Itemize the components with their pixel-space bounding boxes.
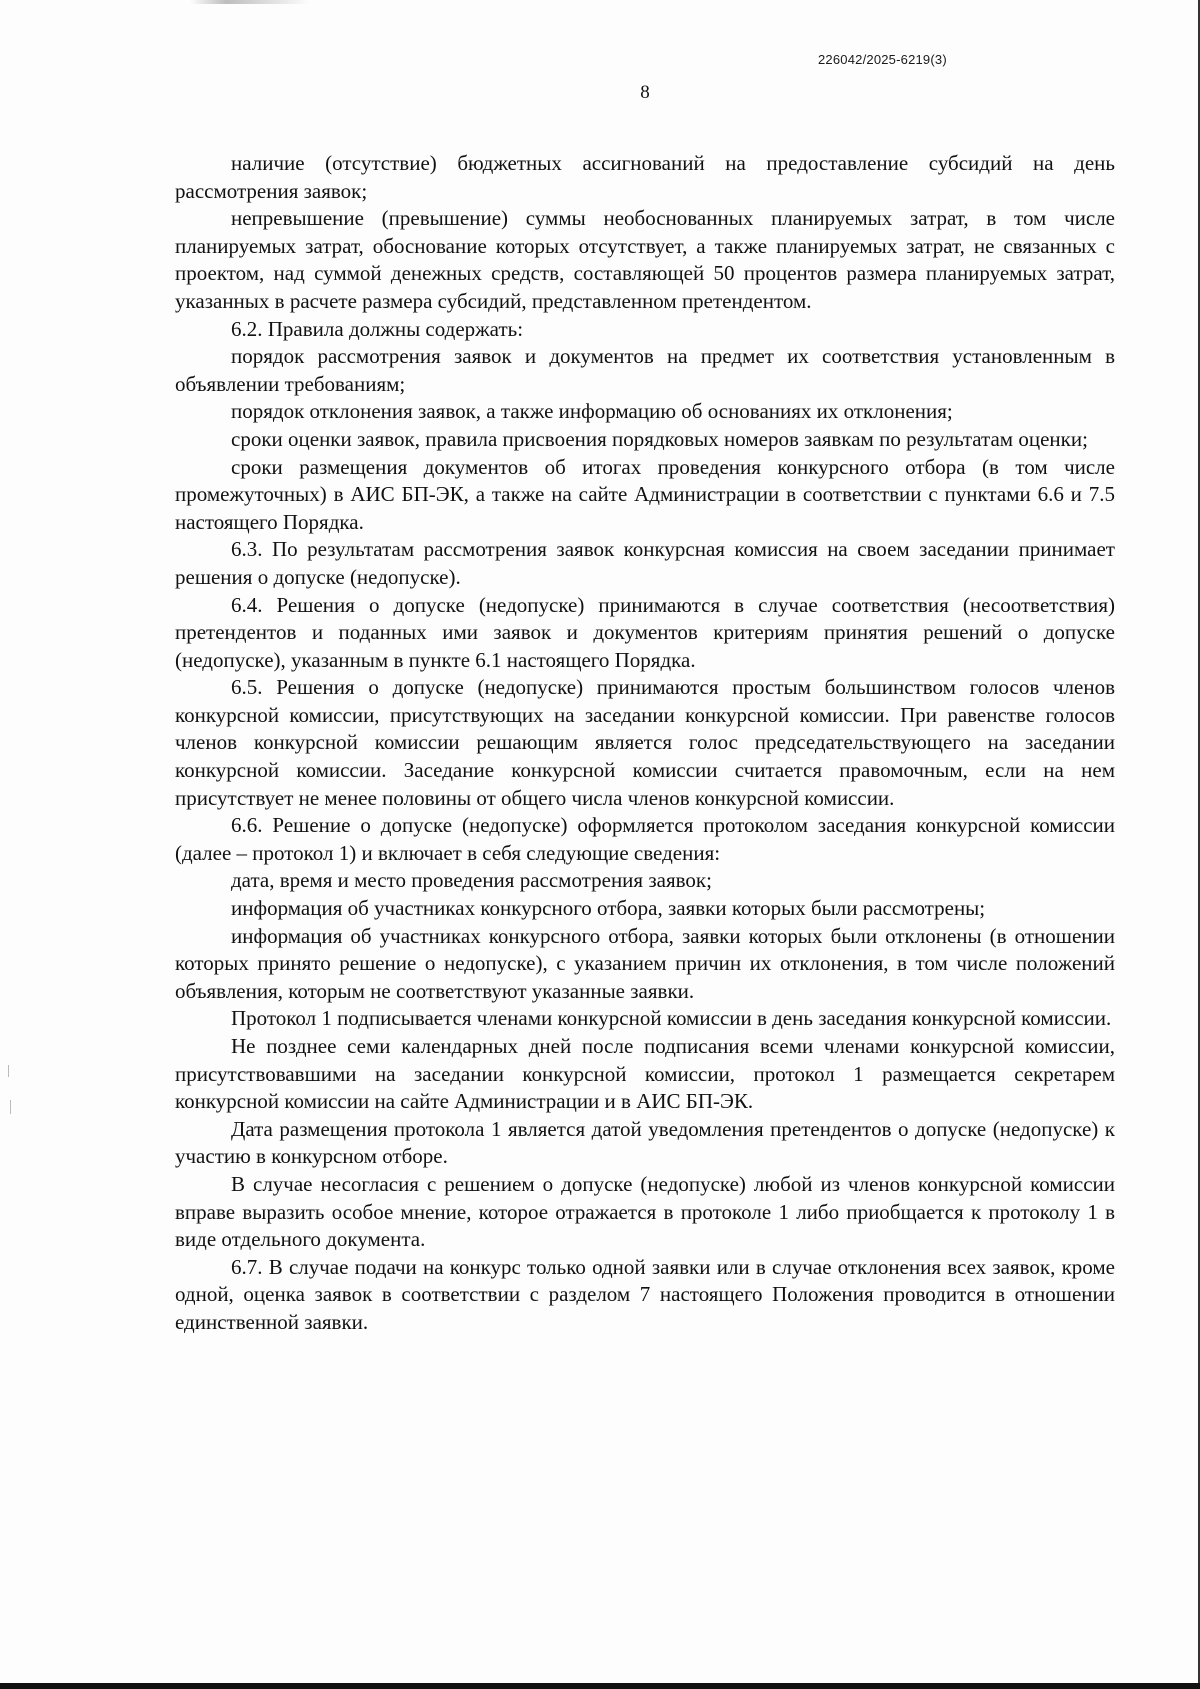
paragraph: В случае несогласия с решением о допуске (недопуске) любой из членов конкурсной комиссии вправе выразить особое мнение, которое отражается в протоколе 1 либо приобщается к протоколу 1 в виде отдельного документа. [175,1171,1115,1252]
paragraph: 6.7. В случае подачи на конкурс только одной заявки или в случае отклонения всех заявок, кроме одной, оценка заявок в соответствии с разделом 7 настоящего Положения проводится в отношении единственной заявки. [175,1254,1115,1334]
paragraph: порядок рассмотрения заявок и документов на предмет их соответствия установленным в объявлении требованиям; [175,344,1115,396]
scan-artifact [8,1065,9,1077]
scan-edge-bottom [0,1683,1200,1689]
paragraph: Не позднее семи календарных дней после подписания всеми членами конкурсной комиссии, присутствовавшими на заседании конкурсной комиссии, протокол 1 размещается секретарем конкурсной комиссии на сайте Администрации и в АИС БП-ЭК. [175,1034,1115,1114]
paragraph: сроки оценки заявок, правила присвоения порядковых номеров заявкам по результатам оценки; [231,426,1088,451]
paragraph: 6.2. Правила должны содержать: [231,316,524,341]
paragraph: информация об участниках конкурсного отбора, заявки которых были рассмотрены; [231,896,986,921]
paragraph: 6.6. Решение о допуске (недопуске) оформляется протоколом заседания конкурсной комиссии (далее – протокол 1) и включает в себя следующие сведения: [175,813,1115,865]
paragraph: наличие (отсутствие) бюджетных ассигнований на предоставление субсидий на день рассмотрения заявок; [175,151,1115,203]
scan-artifact [10,1100,11,1114]
page-number: 8 [640,82,650,103]
paragraph: Протокол 1 подписывается членами конкурсной комиссии в день заседания конкурсной комиссии. [231,1006,1112,1031]
paragraph: порядок отклонения заявок, а также информацию об основаниях их отклонения; [231,399,953,424]
paragraph: Дата размещения протокола 1 является датой уведомления претендентов о допуске (недопуске) к участию в конкурсном отборе. [175,1116,1115,1169]
paragraph: 6.3. По результатам рассмотрения заявок конкурсная комиссия на своем заседании принимает решения о допуске (недопуске). [175,537,1115,589]
paragraph: сроки размещения документов об итогах проведения конкурсного отбора (в том числе промежуточных) в АИС БП-ЭК, а также на сайте Администрации в соответствии с пунктами 6.6 и 7.5 настоящего Порядка. [175,454,1115,534]
paragraph: 6.5. Решения о допуске (недопуске) принимаются простым большинством голосов членов конкурсной комиссии, присутствующих на заседании конкурсной комиссии. При равенстве голосов членов конкурсной комиссии решающим является голос председательствующего на заседании конкурсной комиссии. Заседание конкурсной комиссии считается правомочным, если на нем присутствует не менее половины от общего числа членов конкурсной комиссии. [175,675,1115,810]
document-body [175,150,1115,1337]
paragraph: 6.4. Решения о допуске (недопуске) принимаются в случае соответствия (несоответствия) претендентов и поданных ими заявок и документов критериям принятия решений о допуске (недопуске), указанным в пункте 6.1 настоящего Порядка. [175,592,1115,672]
document-id: 226042/2025-6219(3) [818,52,947,67]
paragraph: непревышение (превышение) суммы необоснованных планируемых затрат, в том числе планируемых затрат, обоснование которых отсутствует, а также планируемых затрат, не связанных с проектом, над суммой денежных средств, составляющей 50 процентов размера планируемых затрат, указанных в расчете размера субсидий, представленном претендентом. [175,206,1115,313]
paragraph: дата, время и место проведения рассмотрения заявок; [231,868,712,893]
scan-smudge [190,0,310,4]
paragraph: информация об участниках конкурсного отбора, заявки которых были отклонены (в отношении которых принято решение о недопуске), с указанием причин их отклонения, в том числе положений объявления, которым не соответствуют указанные заявки. [175,923,1115,1003]
